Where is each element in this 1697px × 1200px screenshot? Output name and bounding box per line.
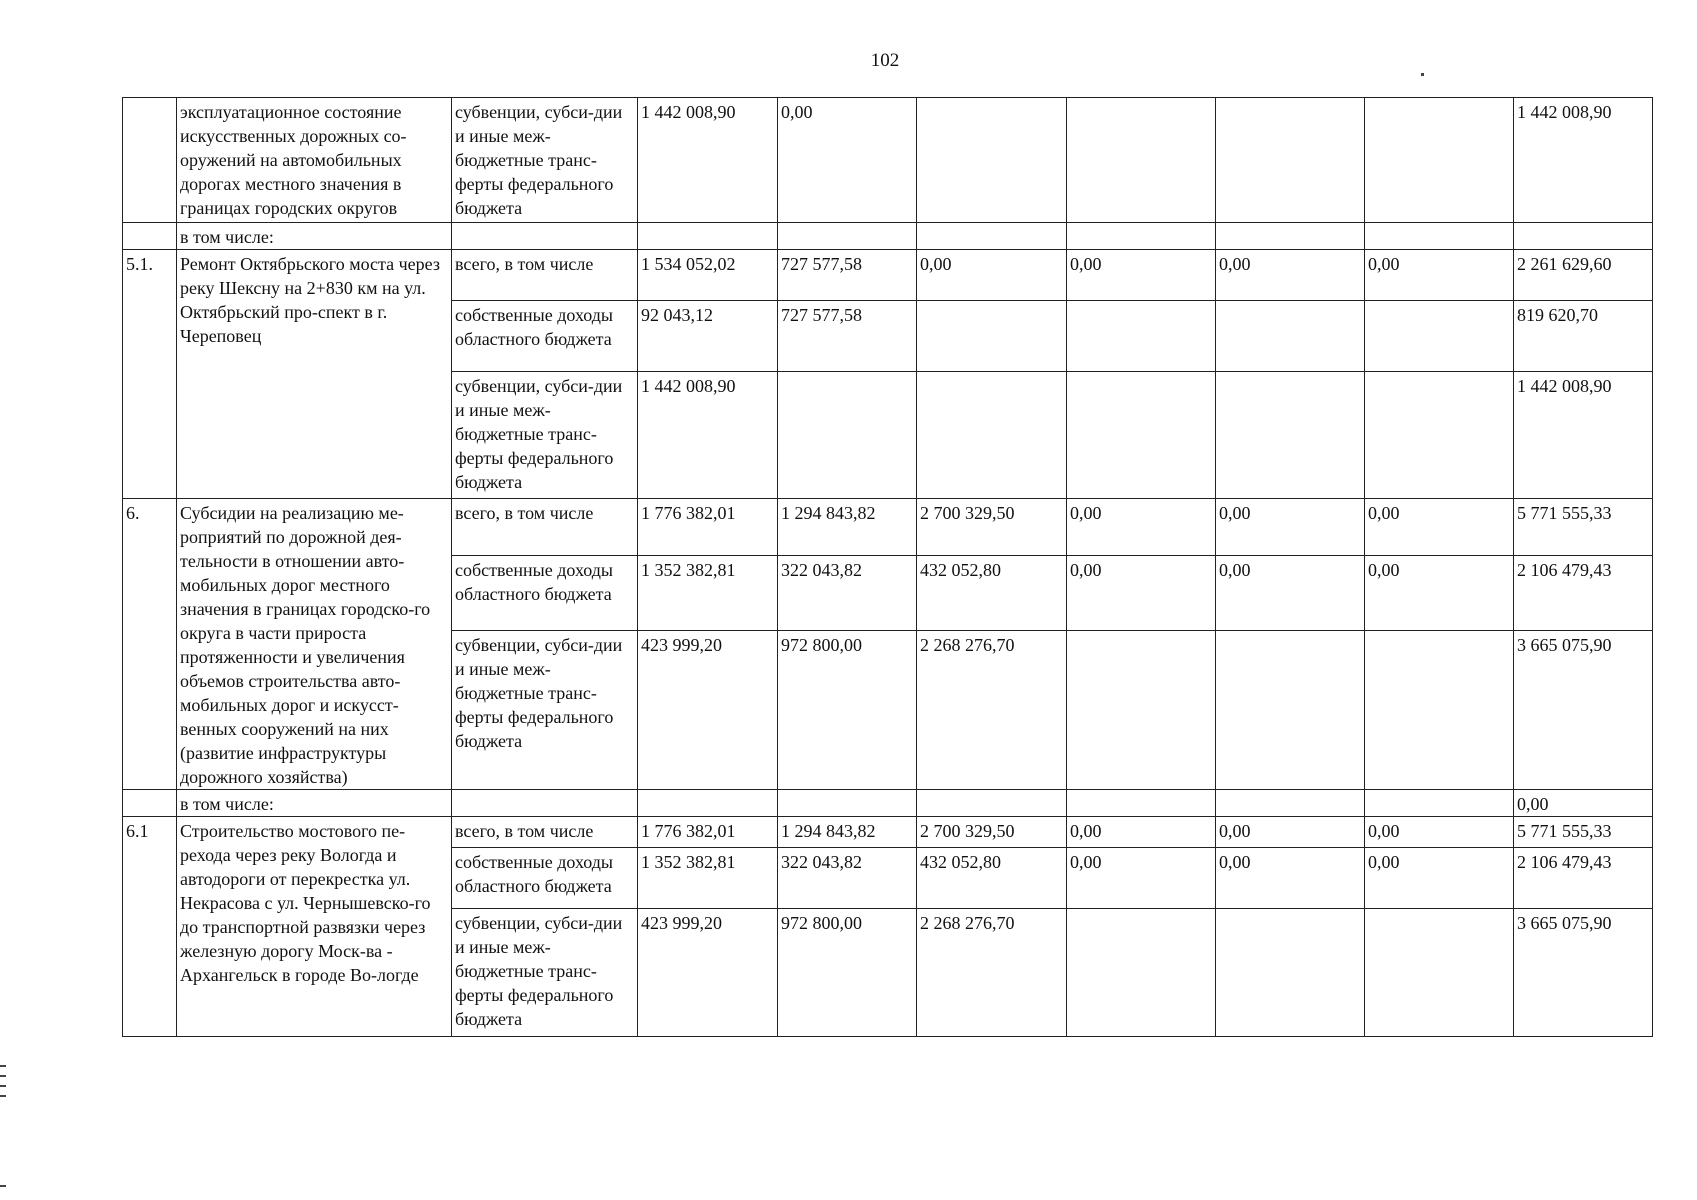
value-cell: 1 442 008,90 bbox=[638, 372, 778, 499]
total-cell: 2 106 479,43 bbox=[1514, 555, 1653, 630]
value-cell: 1 442 008,90 bbox=[638, 98, 778, 223]
total-cell: 2 106 479,43 bbox=[1514, 848, 1653, 909]
value-cell: 0,00 bbox=[1067, 817, 1216, 848]
activity-name-cell: Субсидии на реализацию ме-роприятий по дорожной дея-тельности в отношении авто-мобильных дорог местного значения в границах городско-го округа в части прироста протяженности и увеличения объемов строительства авто-мобильных дорог и искусст-венных сооружений на них (развитие инфраструктуры дорожного хозяйства) bbox=[177, 499, 452, 790]
scan-speck bbox=[0, 1065, 6, 1067]
value-cell: 727 577,58 bbox=[778, 250, 917, 301]
activity-name-cell: Строительство мостового пе-рехода через реку Вологда и автодороги от перекрестка ул. Некрасова с ул. Чернышевско-го до транспортной развязки через железную дорогу Моск-ва - Архангельск в городе Во-логде bbox=[177, 817, 452, 1037]
value-cell: 0,00 bbox=[1365, 250, 1514, 301]
value-cell bbox=[1216, 98, 1365, 223]
total-cell: 1 442 008,90 bbox=[1514, 98, 1653, 223]
value-cell: 0,00 bbox=[1067, 499, 1216, 556]
total-cell: 5 771 555,33 bbox=[1514, 817, 1653, 848]
scan-speck bbox=[1421, 73, 1424, 76]
table-row bbox=[123, 250, 1653, 301]
value-cell: 0,00 bbox=[1216, 817, 1365, 848]
table-row bbox=[123, 790, 1653, 817]
value-cell: 432 052,80 bbox=[917, 848, 1067, 909]
value-cell: 1 776 382,01 bbox=[638, 499, 778, 556]
value-cell: 0,00 bbox=[917, 250, 1067, 301]
funding-source-cell: собственные доходы областного бюджета bbox=[452, 301, 638, 372]
value-cell: 322 043,82 bbox=[778, 555, 917, 630]
value-cell: 1 776 382,01 bbox=[638, 817, 778, 848]
row-number-cell bbox=[123, 223, 177, 250]
table-row bbox=[123, 499, 1653, 556]
value-cell: 2 268 276,70 bbox=[917, 909, 1067, 1037]
scan-speck bbox=[0, 1185, 6, 1187]
value-cell: 2 268 276,70 bbox=[917, 630, 1067, 789]
funding-source-cell: собственные доходы областного бюджета bbox=[452, 848, 638, 909]
value-cell bbox=[917, 98, 1067, 223]
row-number-cell: 5.1. bbox=[123, 250, 177, 499]
funding-source-cell: субвенции, субси-дии и иные меж-бюджетные транс-ферты федерального бюджета bbox=[452, 98, 638, 223]
total-cell: 3 665 075,90 bbox=[1514, 909, 1653, 1037]
total-cell: 0,00 bbox=[1514, 790, 1653, 817]
value-cell bbox=[1067, 98, 1216, 223]
value-cell: 0,00 bbox=[1067, 250, 1216, 301]
value-cell: 0,00 bbox=[1216, 499, 1365, 556]
in-that-number-label: в том числе: bbox=[177, 790, 452, 817]
row-number-cell: 6. bbox=[123, 499, 177, 790]
value-cell: 1 534 052,02 bbox=[638, 250, 778, 301]
total-cell: 2 261 629,60 bbox=[1514, 250, 1653, 301]
value-cell: 92 043,12 bbox=[638, 301, 778, 372]
value-cell: 0,00 bbox=[778, 98, 917, 223]
value-cell: 0,00 bbox=[1067, 555, 1216, 630]
budget-table bbox=[122, 97, 1653, 1037]
activity-name-cell: эксплуатационное состояние искусственных дорожных со-оружений на автомобильных дорогах местного значения в границах городских округов bbox=[177, 98, 452, 223]
value-cell: 1 352 382,81 bbox=[638, 555, 778, 630]
funding-source-cell: субвенции, субси-дии и иные меж-бюджетные транс-ферты федерального бюджета bbox=[452, 630, 638, 789]
funding-source-cell: всего, в том числе bbox=[452, 817, 638, 848]
total-cell: 3 665 075,90 bbox=[1514, 630, 1653, 789]
value-cell: 0,00 bbox=[1365, 848, 1514, 909]
row-number-cell: 6.1 bbox=[123, 817, 177, 1037]
table-row bbox=[123, 817, 1653, 848]
value-cell bbox=[1365, 98, 1514, 223]
table-row bbox=[123, 223, 1653, 250]
value-cell: 0,00 bbox=[1365, 817, 1514, 848]
value-cell: 0,00 bbox=[1216, 555, 1365, 630]
funding-source-cell: всего, в том числе bbox=[452, 250, 638, 301]
value-cell: 322 043,82 bbox=[778, 848, 917, 909]
page-number: 102 bbox=[870, 50, 900, 71]
value-cell: 1 294 843,82 bbox=[778, 817, 917, 848]
row-number-cell bbox=[123, 790, 177, 817]
total-cell: 5 771 555,33 bbox=[1514, 499, 1653, 556]
funding-source-cell: субвенции, субси-дии и иные меж-бюджетные транс-ферты федерального бюджета bbox=[452, 372, 638, 499]
funding-source-cell: собственные доходы областного бюджета bbox=[452, 555, 638, 630]
total-cell: 819 620,70 bbox=[1514, 301, 1653, 372]
value-cell: 2 700 329,50 bbox=[917, 499, 1067, 556]
funding-source-cell: субвенции, субси-дии и иные меж-бюджетные транс-ферты федерального бюджета bbox=[452, 909, 638, 1037]
activity-name-cell: Ремонт Октябрьского моста через реку Шексну на 2+830 км на ул. Октябрьский про-спект в г. Череповец bbox=[177, 250, 452, 499]
scan-speck bbox=[0, 1095, 6, 1097]
value-cell: 0,00 bbox=[1216, 250, 1365, 301]
value-cell: 0,00 bbox=[1216, 848, 1365, 909]
value-cell: 423 999,20 bbox=[638, 909, 778, 1037]
table-row bbox=[123, 98, 1653, 223]
value-cell: 972 800,00 bbox=[778, 909, 917, 1037]
value-cell: 1 352 382,81 bbox=[638, 848, 778, 909]
value-cell: 0,00 bbox=[1067, 848, 1216, 909]
value-cell: 972 800,00 bbox=[778, 630, 917, 789]
row-number-cell bbox=[123, 98, 177, 223]
value-cell: 432 052,80 bbox=[917, 555, 1067, 630]
value-cell: 1 294 843,82 bbox=[778, 499, 917, 556]
total-cell: 1 442 008,90 bbox=[1514, 372, 1653, 499]
value-cell: 0,00 bbox=[1365, 555, 1514, 630]
value-cell: 0,00 bbox=[1365, 499, 1514, 556]
value-cell: 727 577,58 bbox=[778, 301, 917, 372]
scan-speck bbox=[0, 1085, 6, 1087]
value-cell: 423 999,20 bbox=[638, 630, 778, 789]
funding-source-cell: всего, в том числе bbox=[452, 499, 638, 556]
in-that-number-label: в том числе: bbox=[177, 223, 452, 250]
scan-speck bbox=[0, 1075, 6, 1077]
value-cell: 2 700 329,50 bbox=[917, 817, 1067, 848]
